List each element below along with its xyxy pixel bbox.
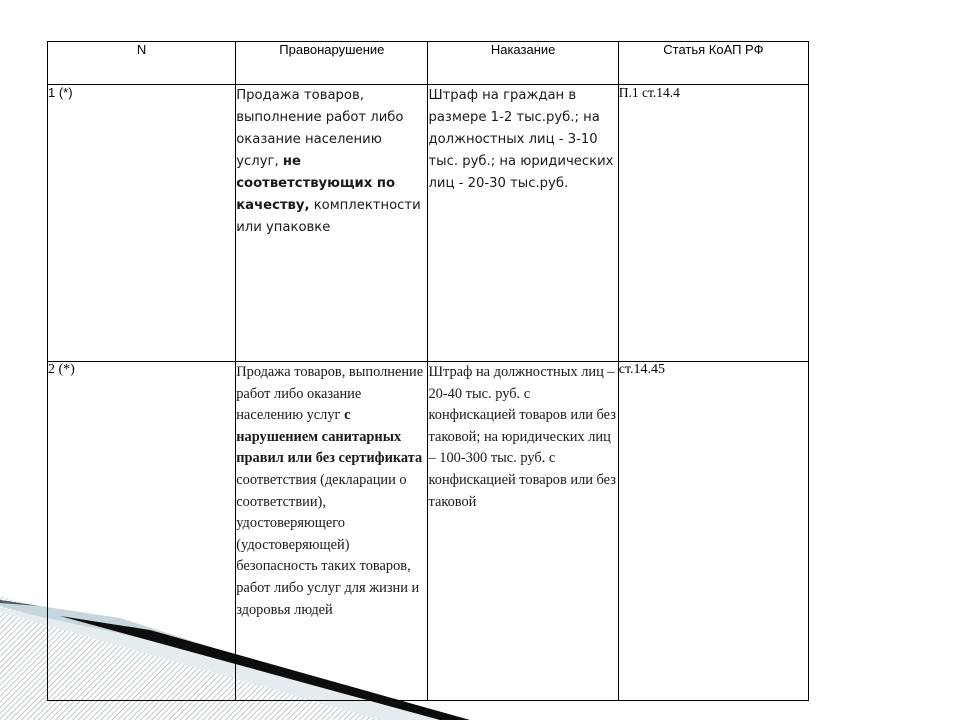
penalty-text: Штраф на должностных лиц – 20-40 тыс. руб. с конфискацией товаров или без таковой; на юридических лиц – 100-300 тыс. руб. с конфискацией товаров или без таковой (428, 364, 616, 510)
row-number: 2 (*) (48, 362, 236, 701)
offense-text-bold: с нарушением санитарных правил или без сертификата (236, 407, 423, 467)
offense-text-part2: соответствия (декларации о соответствии), удостоверяющего (удостоверяющей) безопасность таких товаров, работ либо услуг для жизни и здоровья людей (236, 471, 420, 618)
table-header-row (48, 42, 809, 85)
offense-text (236, 362, 427, 621)
header-offense: Правонарушение (236, 42, 428, 85)
offense-text-part2: комплектности или упаковке (236, 198, 421, 235)
table-row (48, 85, 809, 362)
offense-cell (236, 85, 428, 362)
table-row (48, 362, 809, 701)
offense-text (236, 85, 427, 239)
header-article: Статья КоАП РФ (618, 42, 808, 85)
offense-cell (236, 362, 428, 701)
offense-table (47, 41, 809, 701)
article-cell: П.1 ст.14.4 (618, 85, 808, 362)
penalty-cell (428, 85, 618, 362)
article-cell: ст.14.45 (618, 362, 808, 701)
row-number: 1 (*) (48, 85, 236, 362)
offense-text-part1: Продажа товаров, выполнение работ либо оказание населению услуг, (236, 88, 404, 169)
header-number: N (48, 42, 236, 85)
offense-text-bold: не соответствующих по качеству, (236, 154, 396, 213)
penalty-cell (428, 362, 618, 701)
header-penalty: Наказание (428, 42, 618, 85)
penalty-text: Штраф на граждан в размере 1-2 тыс.руб.; на должностных лиц - 3-10 тыс. руб.; на юридических лиц - 20-30 тыс.руб. (428, 88, 614, 191)
offense-text-part1: Продажа товаров, выполнение работ либо оказание населению услуг (236, 364, 424, 424)
